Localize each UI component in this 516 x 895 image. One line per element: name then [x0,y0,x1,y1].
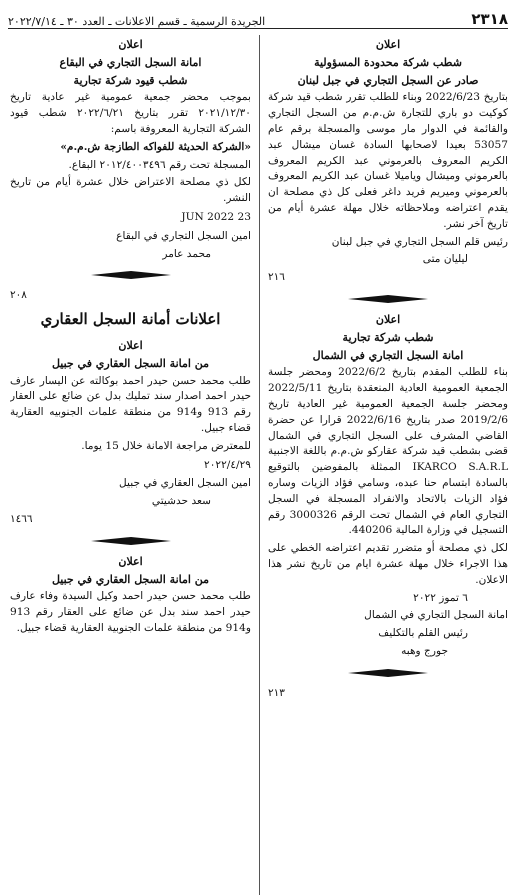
ornament-divider [268,292,508,306]
notice-number: ١٤٦٦ [10,512,33,525]
signer-title: رئيس قلم السجل التجاري في جبل لبنان [331,235,508,248]
notice-heading: اعلان [118,338,143,352]
notice-objection: لكل ذي مصلحة أو متضرر تقديم اعتراضه الخطي على هذا الاجراء خلال مهلة عشرة ايام من تاريخ نشر هذا الاعلان. [268,542,508,586]
notice-number: ٢٠٨ [10,289,27,302]
notice-body: طلب محمد حسن حيدر احمد وكيل السيدة وفاء عارف حيدر احمد سند بدل عن ضائع على العقار رقم 913 و914 من منطقة علمات الجنوبية العقارية قضاء جبيل. [10,590,251,634]
notice-heading: اعلان [118,554,143,568]
notice-jbeil-1 [10,338,251,528]
page-number: ٢٣١٨ [471,10,508,28]
notice-objection: للمعترض مراجعة الامانة خلال 15 يوما. [81,439,251,452]
stamp-date: 23 JUN 2022 [181,210,251,223]
notice-heading: اعلان [118,38,143,51]
signer-org: امانة السجل التجاري في الشمال [364,609,508,622]
notice-deletion-company-north [268,312,508,660]
header-title: الجريدة الرسمية ـ قسم الاعلانات ـ العدد ٣٠ ـ ٢٠٢٢/٧/١٤ [8,15,266,28]
notice-title: من امانة السجل العقاري في جبيل [51,572,210,586]
notice-subtitle: امانة السجل التجاري في الشمال [312,348,464,362]
signer-title: رئيس القلم بالتكليف [378,627,468,640]
notice-heading: اعلان [375,38,401,51]
section-title: اعلانات أمانة السجل العقاري [40,310,221,329]
registration-number: المسجلة تحت رقم ٢٠١٢/٤٠٠٣٤٩٦ البقاع. [68,158,251,171]
notice-jbeil-2 [10,554,251,637]
ornament-divider [10,268,251,282]
page-header [8,6,508,29]
columns [8,35,508,895]
ornament-divider [268,666,508,680]
notice-title: من امانة السجل العقاري في جبيل [51,356,210,370]
notice-number: ٢١٦ [268,271,285,284]
notice-subtitle: صادر عن السجل التجاري في جبل لبنان [297,73,479,87]
notice-bekaa [10,37,251,262]
notice-date: ٦ تموز ٢٠٢٢ [413,591,468,604]
notice-title: شطب شركة تجارية [342,330,434,344]
right-column [259,35,508,895]
notice-title: امانة السجل التجاري في البقاع [59,55,202,69]
notice-title: شطب شركة محدودة المسؤولية [314,55,462,69]
notice-body: طلب محمد حسن حيدر احمد بوكالته عن اليسار عارف حيدر احمد اصدار سند تمليك بدل عن ضائع على العقار رقم 913 و914 من منطقة علمات الجنوبيه العقارية قضاء جبيل. [10,374,252,434]
notice-number: ٢١٣ [268,686,285,699]
notice-objection: لكل ذي مصلحة الاعتراض خلال عشرة أيام من تاريخ النشر. [10,176,251,205]
notice-subtitle: شطب قيود شركة تجارية [73,73,188,87]
signer-title: امين السجل العقاري في جبيل [119,477,251,490]
signer-name: محمد عامر [162,247,211,260]
signer-name: جورج وهبه [401,644,448,657]
left-column [10,35,259,895]
notice-deletion-llc [268,37,508,286]
notice-heading: اعلان [375,312,401,326]
signer-title: امين السجل التجاري في البقاع [116,229,251,242]
notice-body: بموجب محضر جمعية عمومية غير عادية تاريخ ٢٠٢١/١٢/٣٠ تقرر بتاريخ ٢٠٢٢/٦/٢١ شطب قيود الشركة التجارية المعروفة باسم: [10,91,251,135]
signer-name: ليليان متى [422,253,468,266]
signer-name: سعد حدشيتي [151,495,211,508]
ornament-divider [10,534,251,548]
notice-body: بناء للطلب المقدم بتاريخ 2022/6/2 ومحضر جلسة الجمعية العمومية العادية المنعقدة بتاريخ 2022/5/11 ومحضر جلسة الجمعية العمومية غير العادية تاريخ 2019/2/6 صدر بتاريخ 2022/6/16 قرارا عن حضرة القاضي المشرف على السجل التجاري في الشمال قضى بشطب قيد شركة عقاركو ش.م.م باللغة الاجنبية IKARCO S.A.R.L الممثلة بالمفوضين بالتوقيع بالسادة ابتسام حنا عبده، وسامي فؤاد الزيات وساره فؤاد الزيات بالاتحاد والانفراد المسجلة في السجل التجاري العام في الشمال تحت الرقم 3000326 رقم التسجيل في وزارة المالية 440206. [268,366,508,537]
notice-date: ٢٠٢٢/٤/٢٩ [204,458,251,471]
company-name: «الشركة الحديثة للفواكه الطازجة ش.م.م» [60,140,251,153]
notice-body: بتاريخ 2022/6/23 وبناء للطلب تقرر شطب قيد شركة كوكيت دو باري للتجارة ش.م.م من السجل التجاري والقائمة في الدوار مار موسى والمسجلة برقم عام 53057 بعيدا لاصحابها السادة غسان ميشال عبد الكريم المعروف بالعرموني عبد الكريم المعروف بالعرموني وميشال وياميلا غسان عبد الكريم المعروف بالعرموني وميريم فريد داغر فعلى كل ذي مصلحة ان يقدم اعتراضه وملاحظاته خلال مهلة عشرة أيام من تاريخ آخر نشر. [268,91,508,230]
